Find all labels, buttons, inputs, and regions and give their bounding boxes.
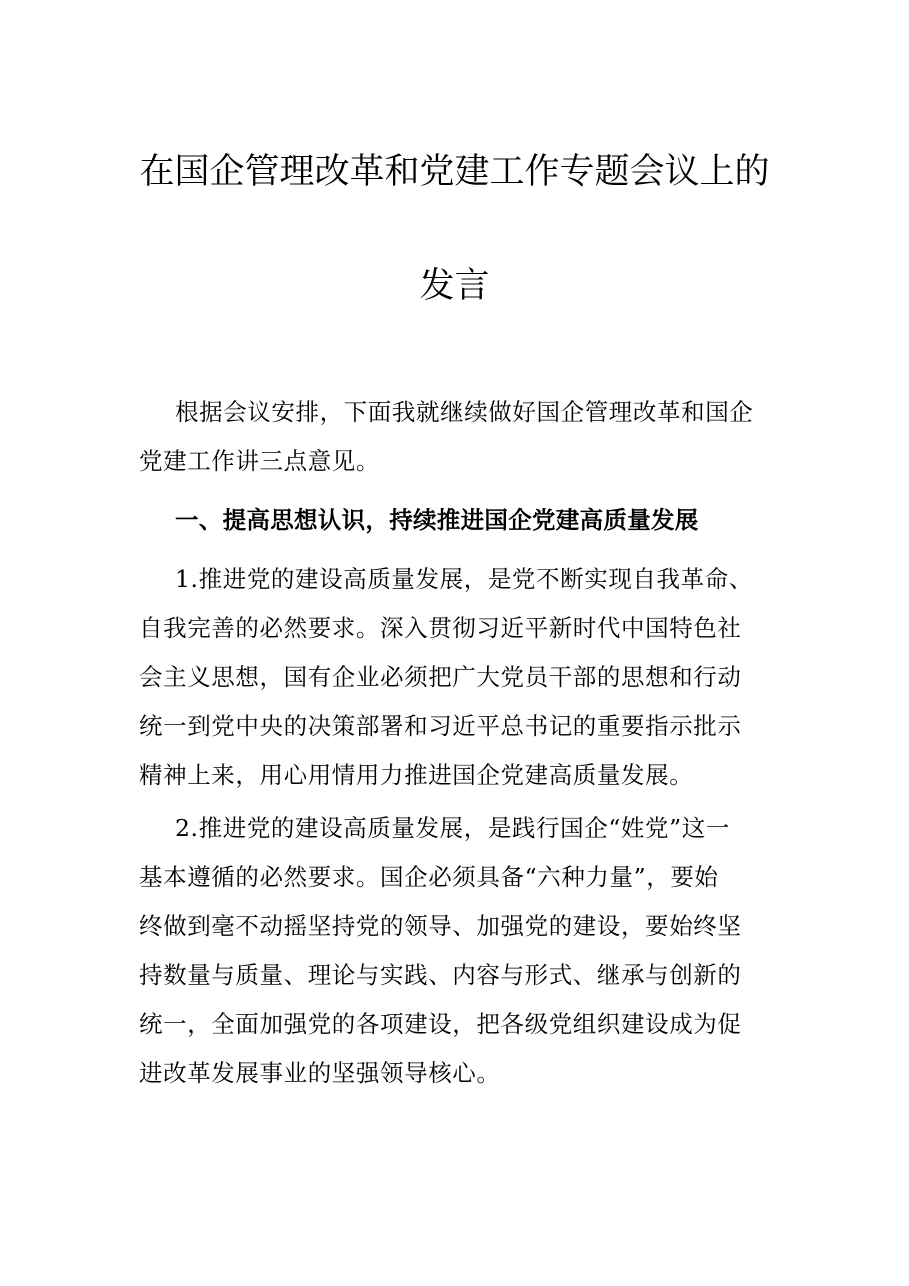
section-1-heading: 一、提高思想认识，持续推进国企党建高质量发展 <box>175 506 699 534</box>
paragraph-1-line-4: 统一到党中央的决策部署和习近平总书记的重要指示批示 <box>139 712 742 740</box>
paragraph-2-line-3: 终做到毫不动摇坚持党的领导、加强党的建设，要始终坚 <box>139 912 742 940</box>
intro-line-1: 根据会议安排，下面我就继续做好国企管理改革和国企 <box>175 398 754 426</box>
paragraph-1-line-5: 精神上来，用心用情用力推进国企党建高质量发展。 <box>139 761 694 789</box>
document-title-line-1: 在国企管理改革和党建工作专题会议上的 <box>139 152 770 192</box>
paragraph-2-line-2: 基本遵循的必然要求。国企必须具备“六种力量”，要始 <box>139 863 719 891</box>
intro-line-2: 党建工作讲三点意见。 <box>139 447 380 475</box>
paragraph-2-line-5: 统一，全面加强党的各项建设，把各级党组织建设成为促 <box>139 1010 742 1038</box>
paragraph-1-line-2: 自我完善的必然要求。深入贯彻习近平新时代中国特色社 <box>139 614 742 642</box>
paragraph-2-line-4: 持数量与质量、理论与实践、内容与形式、继承与创新的 <box>139 961 742 989</box>
paragraph-2-line-6: 进改革发展事业的坚强领导核心。 <box>139 1059 501 1087</box>
paragraph-1-line-3: 会主义思想，国有企业必须把广大党员干部的思想和行动 <box>139 663 742 691</box>
document-title-line-2: 发言 <box>419 266 490 306</box>
paragraph-1-line-1: 1.推进党的建设高质量发展，是党不断实现自我革命、 <box>175 565 753 593</box>
paragraph-2-line-1: 2.推进党的建设高质量发展，是践行国企“姓党”这一 <box>175 814 730 842</box>
